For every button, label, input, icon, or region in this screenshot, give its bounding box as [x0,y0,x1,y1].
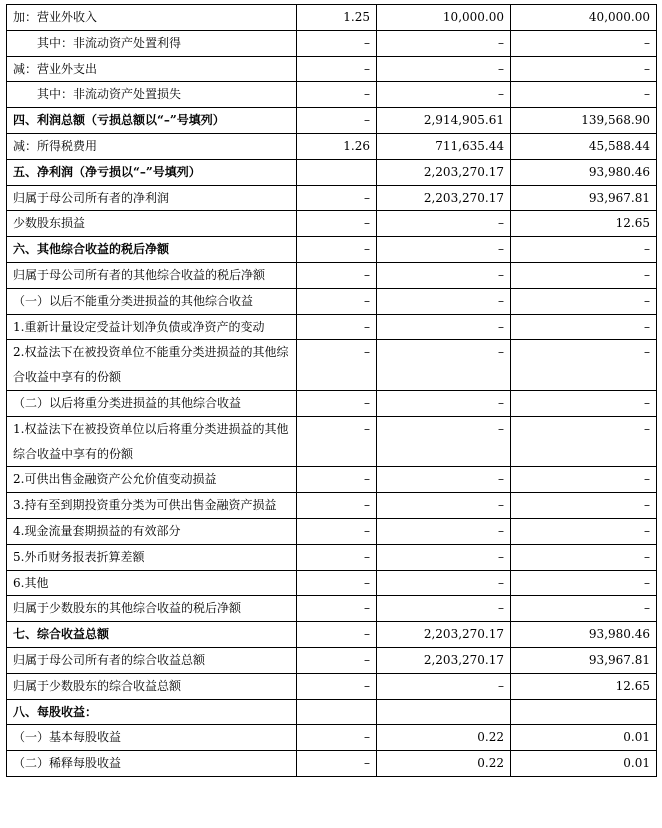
row-item-label: 八、每股收益： [7,699,297,725]
table-row [7,518,657,544]
row-note: – [297,262,377,288]
table-row [7,647,657,673]
row-note [297,699,377,725]
table-row [7,673,657,699]
table-row [7,288,657,314]
row-current-period: – [377,493,511,519]
row-item-label: 五、净利润（净亏损以“–”号填列） [7,159,297,185]
row-note: – [297,340,377,391]
table-row [7,570,657,596]
row-current-period: – [377,467,511,493]
row-current-period: 2,203,270.17 [377,159,511,185]
table-row [7,544,657,570]
row-note: – [297,30,377,56]
row-prior-period: – [511,30,657,56]
row-note: 1.26 [297,133,377,159]
table-row [7,467,657,493]
row-current-period: 2,914,905.61 [377,108,511,134]
row-item-label: 四、利润总额（亏损总额以“–”号填列） [7,108,297,134]
table-row [7,108,657,134]
row-note: – [297,288,377,314]
table-row [7,493,657,519]
row-current-period: 2,203,270.17 [377,647,511,673]
table-row [7,211,657,237]
table-row [7,185,657,211]
row-item-label: （一）以后不能重分类进损益的其他综合收益 [7,288,297,314]
table-row [7,30,657,56]
table-row [7,622,657,648]
row-prior-period: – [511,493,657,519]
row-note: – [297,751,377,777]
table-row [7,340,657,391]
row-note: – [297,82,377,108]
income-statement-body [7,5,657,777]
row-note: – [297,467,377,493]
row-item-label: 加：营业外收入 [7,5,297,31]
row-current-period: 0.22 [377,751,511,777]
row-note: – [297,725,377,751]
row-current-period: 2,203,270.17 [377,622,511,648]
row-prior-period: – [511,416,657,467]
row-note: – [297,493,377,519]
row-current-period: – [377,544,511,570]
row-item-label: 减：营业外支出 [7,56,297,82]
row-prior-period: – [511,596,657,622]
row-item-label: 3.持有至到期投资重分类为可供出售金融资产损益 [7,493,297,519]
row-note: – [297,56,377,82]
row-current-period: 0.22 [377,725,511,751]
table-row [7,237,657,263]
row-item-label: 少数股东损益 [7,211,297,237]
row-item-label: 其中：非流动资产处置利得 [7,30,297,56]
row-item-label: 减：所得税费用 [7,133,297,159]
table-row [7,159,657,185]
row-current-period: – [377,211,511,237]
row-item-label: 归属于少数股东的综合收益总额 [7,673,297,699]
row-item-label: 4.现金流量套期损益的有效部分 [7,518,297,544]
row-item-label: 归属于母公司所有者的其他综合收益的税后净额 [7,262,297,288]
row-note: – [297,596,377,622]
row-prior-period [511,699,657,725]
row-item-label: 归属于母公司所有者的综合收益总额 [7,647,297,673]
row-note: – [297,211,377,237]
row-item-label: 归属于母公司所有者的净利润 [7,185,297,211]
row-item-label: 1.重新计量设定受益计划净负债或净资产的变动 [7,314,297,340]
row-item-label: （二）稀释每股收益 [7,751,297,777]
row-prior-period: – [511,518,657,544]
row-prior-period: 93,967.81 [511,185,657,211]
row-note: – [297,314,377,340]
table-row [7,314,657,340]
row-current-period: – [377,518,511,544]
row-prior-period: 12.65 [511,673,657,699]
row-item-label: 6.其他 [7,570,297,596]
table-row [7,5,657,31]
row-note: – [297,622,377,648]
row-prior-period: – [511,262,657,288]
table-row [7,82,657,108]
row-item-label: 归属于少数股东的其他综合收益的税后净额 [7,596,297,622]
row-item-label: 1.权益法下在被投资单位以后将重分类进损益的其他综合收益中享有的份额 [7,416,297,467]
row-note: – [297,237,377,263]
row-current-period: – [377,390,511,416]
row-note: – [297,647,377,673]
table-row [7,751,657,777]
row-note: – [297,518,377,544]
row-item-label: （二）以后将重分类进损益的其他综合收益 [7,390,297,416]
row-item-label: 2.权益法下在被投资单位不能重分类进损益的其他综合收益中享有的份额 [7,340,297,391]
row-current-period: – [377,570,511,596]
row-current-period: – [377,262,511,288]
row-current-period [377,699,511,725]
row-prior-period: – [511,56,657,82]
row-note: – [297,570,377,596]
row-item-label: （一）基本每股收益 [7,725,297,751]
row-note: – [297,673,377,699]
row-prior-period: – [511,467,657,493]
row-current-period: 711,635.44 [377,133,511,159]
row-prior-period: – [511,544,657,570]
row-prior-period: 45,588.44 [511,133,657,159]
row-current-period: 2,203,270.17 [377,185,511,211]
income-statement-table [6,4,657,777]
row-current-period: – [377,288,511,314]
row-current-period: – [377,596,511,622]
row-note: – [297,185,377,211]
row-note: 1.25 [297,5,377,31]
row-prior-period: 40,000.00 [511,5,657,31]
row-item-label: 六、其他综合收益的税后净额 [7,237,297,263]
row-prior-period: – [511,314,657,340]
row-current-period: – [377,314,511,340]
table-row [7,725,657,751]
row-note: – [297,390,377,416]
row-prior-period: 93,967.81 [511,647,657,673]
row-prior-period: 0.01 [511,751,657,777]
table-row [7,596,657,622]
row-current-period: – [377,82,511,108]
row-note: – [297,416,377,467]
row-current-period: – [377,30,511,56]
row-note: – [297,108,377,134]
row-prior-period: – [511,570,657,596]
row-prior-period: 93,980.46 [511,159,657,185]
row-item-label: 其中：非流动资产处置损失 [7,82,297,108]
table-row [7,699,657,725]
row-prior-period: 139,568.90 [511,108,657,134]
row-current-period: – [377,237,511,263]
row-prior-period: 0.01 [511,725,657,751]
row-prior-period: 12.65 [511,211,657,237]
row-item-label: 2.可供出售金融资产公允价值变动损益 [7,467,297,493]
row-note [297,159,377,185]
row-prior-period: – [511,82,657,108]
table-row [7,416,657,467]
row-current-period: – [377,673,511,699]
row-prior-period: 93,980.46 [511,622,657,648]
row-current-period: – [377,56,511,82]
row-item-label: 5.外币财务报表折算差额 [7,544,297,570]
table-row [7,56,657,82]
table-row [7,390,657,416]
table-row [7,262,657,288]
row-current-period: – [377,340,511,391]
row-prior-period: – [511,340,657,391]
row-current-period: – [377,416,511,467]
row-prior-period: – [511,390,657,416]
table-row [7,133,657,159]
row-item-label: 七、综合收益总额 [7,622,297,648]
row-current-period: 10,000.00 [377,5,511,31]
row-note: – [297,544,377,570]
row-prior-period: – [511,288,657,314]
row-prior-period: – [511,237,657,263]
